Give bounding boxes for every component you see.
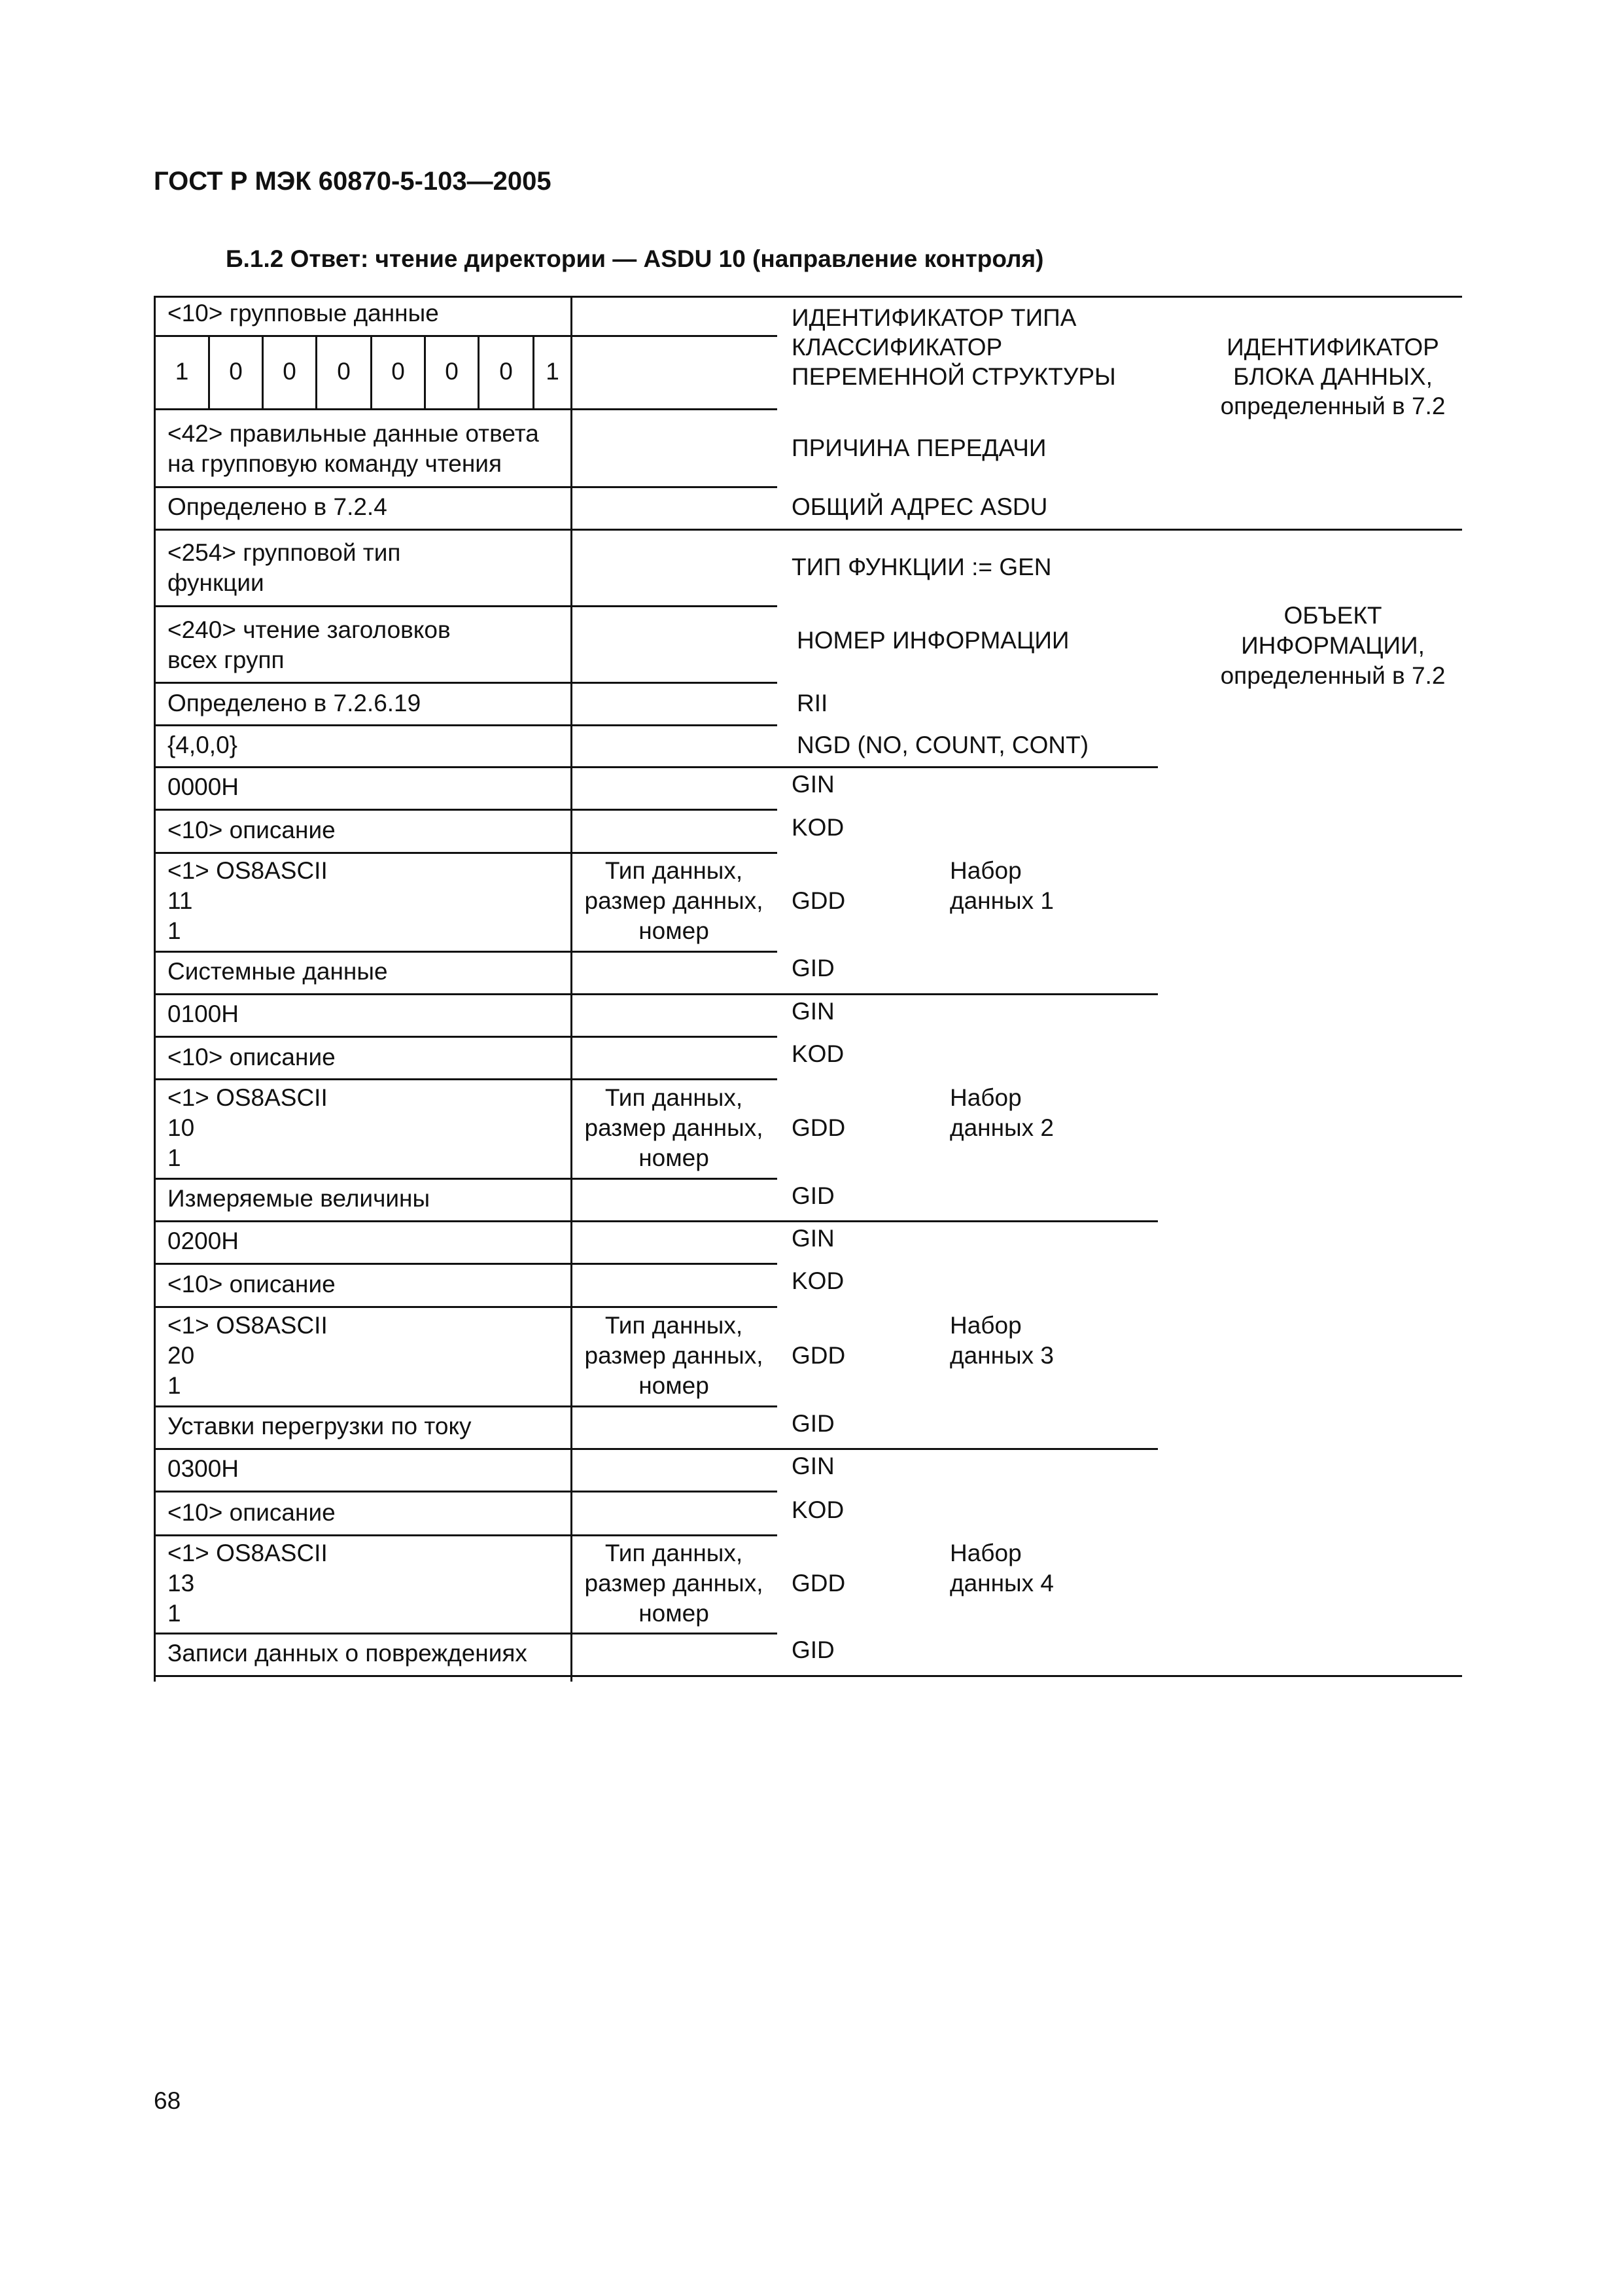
set-label-line2: данных 2 [950, 1114, 1054, 1141]
label-gid: GID [792, 1182, 835, 1209]
set-label-line2: данных 3 [950, 1342, 1054, 1369]
gdd-value-line2: 13 [167, 1570, 195, 1597]
label-kod: KOD [792, 1040, 845, 1067]
data-unit-id-line1: ИДЕНТИФИКАТОР [1227, 334, 1439, 361]
label-type-id: ИДЕНТИФИКАТОР ТИПА [792, 304, 1077, 331]
gdd-desc-line1: Тип данных, [604, 1084, 743, 1111]
gdd-desc-line3: номер [638, 1144, 709, 1171]
info-object-line1: ОБЪЕКТ [1283, 602, 1382, 629]
data-unit-id-line2: БЛОКА ДАННЫХ, [1233, 363, 1433, 390]
gdd-desc-line2: размер данных, [584, 1342, 763, 1369]
label-gin: GIN [792, 998, 835, 1025]
gdd-value-line2: 10 [167, 1114, 195, 1141]
label-gdd: GDD [792, 1342, 846, 1369]
gin-value: 0300H [167, 1455, 239, 1482]
gin-value: 0100H [167, 1000, 239, 1027]
cot-value-line2: на групповую команду чтения [167, 450, 502, 477]
bit-cell: 0 [283, 358, 296, 385]
bit-cell: 1 [175, 358, 189, 385]
page-number: 68 [154, 2087, 181, 2114]
kod-value: <10> описание [167, 1044, 336, 1070]
gdd-desc-line2: размер данных, [584, 887, 763, 914]
label-ngd: NGD (NO, COUNT, CONT) [797, 732, 1089, 758]
gin-value: 0000H [167, 773, 239, 800]
bit-cell: 1 [546, 358, 559, 385]
gdd-value-line1: <1> OS8ASCII [167, 1084, 328, 1111]
gdd-value-line1: <1> OS8ASCII [167, 1540, 328, 1566]
label-gin: GIN [792, 771, 835, 798]
ngd-value: {4,0,0} [167, 732, 238, 758]
set-label-line1: Набор [950, 1312, 1022, 1339]
label-common-addr: ОБЩИЙ АДРЕС ASDU [792, 493, 1048, 520]
kod-value: <10> описание [167, 1271, 336, 1298]
gdd-value-line2: 20 [167, 1342, 195, 1369]
kod-value: <10> описание [167, 1499, 336, 1526]
bit-cell: 0 [445, 358, 459, 385]
label-gid: GID [792, 1636, 835, 1663]
set-label-line2: данных 1 [950, 887, 1054, 914]
inf-value-line1: <240> чтение заголовков [167, 616, 451, 643]
gdd-value-line3: 1 [167, 917, 181, 944]
info-object-line3: определенный в 7.2 [1220, 662, 1446, 689]
label-kod: KOD [792, 1267, 845, 1294]
label-inf: НОМЕР ИНФОРМАЦИИ [797, 627, 1070, 654]
bit-cell: 0 [229, 358, 243, 385]
gid-value: Измеряемые величины [167, 1185, 430, 1212]
set-label-line1: Набор [950, 1540, 1022, 1566]
label-gin: GIN [792, 1225, 835, 1252]
rii-value: Определено в 7.2.6.19 [167, 690, 421, 716]
label-kod: KOD [792, 1496, 845, 1523]
data-unit-id-line3: определенный в 7.2 [1220, 393, 1446, 419]
label-gid: GID [792, 1410, 835, 1437]
label-vsq-line1: КЛАССИФИКАТОР [792, 334, 1003, 361]
gdd-desc-line2: размер данных, [584, 1114, 763, 1141]
gdd-value-line1: <1> OS8ASCII [167, 1312, 328, 1339]
label-rii: RII [797, 690, 828, 716]
label-gdd: GDD [792, 887, 846, 914]
gid-value: Уставки перегрузки по току [167, 1413, 472, 1439]
gdd-desc-line3: номер [638, 1372, 709, 1399]
gdd-desc-line1: Тип данных, [604, 1540, 743, 1566]
gdd-desc-line1: Тип данных, [604, 1312, 743, 1339]
bit-cell: 0 [499, 358, 513, 385]
info-object-line2: ИНФОРМАЦИИ, [1241, 632, 1425, 659]
gdd-value-line3: 1 [167, 1372, 181, 1399]
cot-value-line1: <42> правильные данные ответа [167, 420, 539, 447]
gdd-desc-line3: номер [638, 917, 709, 944]
label-gdd: GDD [792, 1114, 846, 1141]
gid-value: Системные данные [167, 958, 388, 985]
label-vsq-line2: ПЕРЕМЕННОЙ СТРУКТУРЫ [792, 363, 1116, 390]
gdd-value-line2: 11 [167, 887, 193, 914]
standard-header: ГОСТ Р МЭК 60870-5-103—2005 [154, 167, 551, 196]
label-gin: GIN [792, 1453, 835, 1479]
gdd-value-line1: <1> OS8ASCII [167, 857, 328, 884]
fun-value-line1: <254> групповой тип [167, 539, 401, 566]
type-id-value: <10> групповые данные [167, 300, 439, 327]
fun-value-line2: функции [167, 569, 264, 596]
set-label-line1: Набор [950, 857, 1022, 884]
gdd-desc-line2: размер данных, [584, 1570, 763, 1597]
label-gdd: GDD [792, 1570, 846, 1597]
label-cot: ПРИЧИНА ПЕРЕДАЧИ [792, 434, 1047, 461]
gdd-desc-line1: Тип данных, [604, 857, 743, 884]
gdd-value-line3: 1 [167, 1600, 181, 1627]
bit-cell: 0 [391, 358, 405, 385]
gdd-desc-line3: номер [638, 1600, 709, 1627]
kod-value: <10> описание [167, 817, 336, 843]
section-title: Б.1.2 Ответ: чтение директории — ASDU 10 (направление контроля) [226, 245, 1044, 272]
gdd-value-line3: 1 [167, 1144, 181, 1171]
label-gid: GID [792, 955, 835, 981]
set-label-line2: данных 4 [950, 1570, 1054, 1597]
gid-value: Записи данных о повреждениях [167, 1640, 527, 1667]
inf-value-line2: всех групп [167, 646, 285, 673]
bit-cell: 0 [337, 358, 351, 385]
set-label-line1: Набор [950, 1084, 1022, 1111]
label-kod: KOD [792, 814, 845, 841]
common-addr-value: Определено в 7.2.4 [167, 493, 387, 520]
gin-value: 0200H [167, 1227, 239, 1254]
label-fun: ТИП ФУНКЦИИ := GEN [792, 554, 1052, 580]
